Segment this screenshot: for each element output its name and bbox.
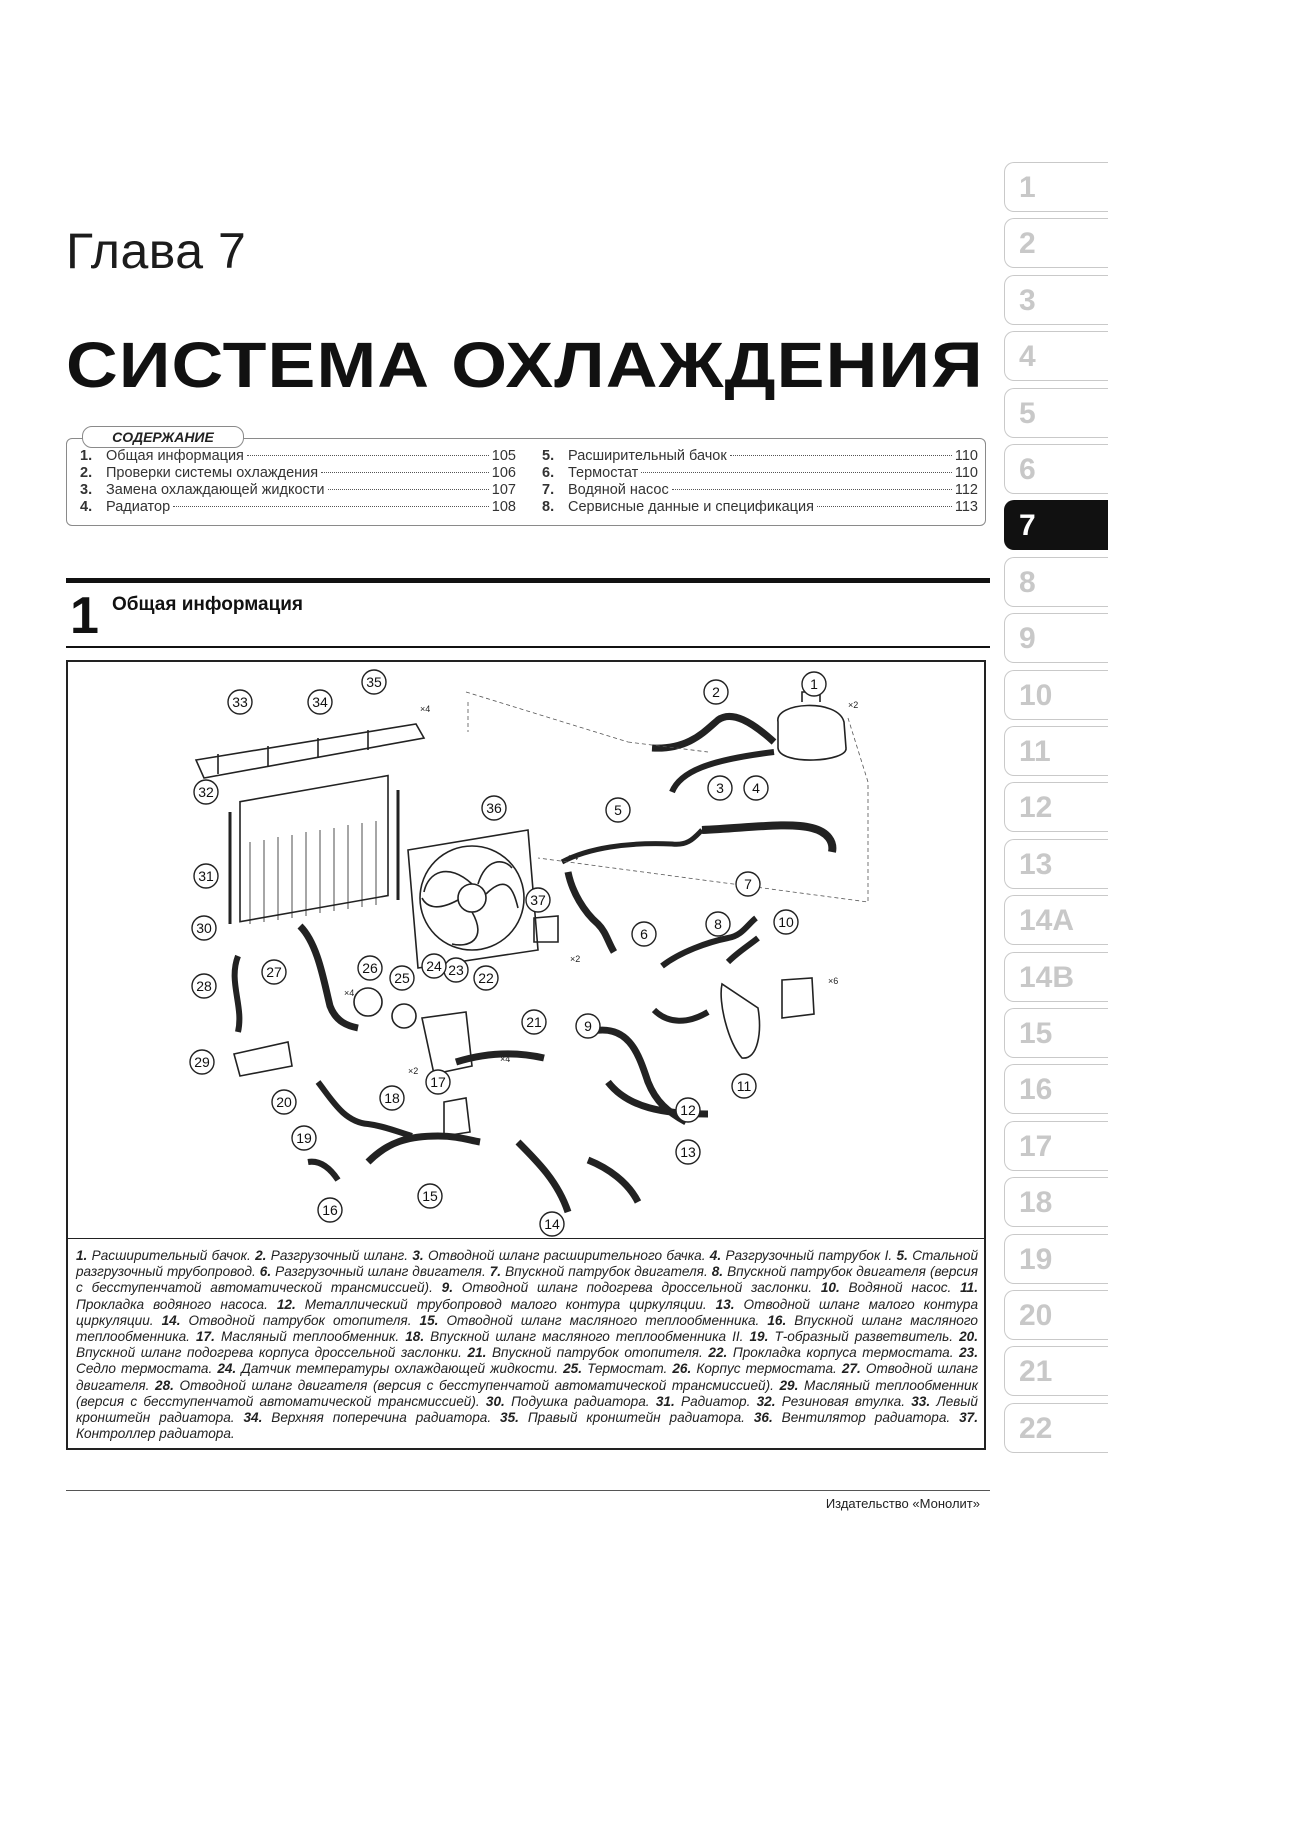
chapter-tab-20[interactable]: 20 [1004, 1290, 1108, 1340]
caption-item [412, 1248, 709, 1263]
caption-item [821, 1280, 960, 1295]
callout-28 [192, 974, 216, 998]
caption-item [196, 1329, 405, 1344]
toc-entry-title: Расширительный бачок [568, 448, 727, 464]
callout-label: 30 [196, 920, 212, 936]
callout-label: 10 [778, 914, 794, 930]
callout-32 [194, 780, 218, 804]
callout-label: 9 [584, 1018, 592, 1034]
callout-label: 32 [198, 784, 214, 800]
caption-item-number: 9. [441, 1280, 453, 1296]
toc-leader-dots [817, 506, 952, 507]
caption-item-text: Впускной шланг подогрева корпуса дроссельной заслонки. [76, 1345, 468, 1361]
toc-leader-dots [321, 472, 489, 473]
chapter-tab-9[interactable]: 9 [1004, 613, 1108, 663]
callout-label: 22 [478, 970, 494, 986]
caption-item-text: Резиновая втулка. [775, 1393, 912, 1409]
caption-item-number: 32. [756, 1393, 776, 1409]
callout-label: 23 [448, 962, 464, 978]
section-rule-bottom [66, 646, 990, 648]
toc-entry[interactable] [80, 448, 516, 465]
cooling-system-exploded-diagram [68, 662, 984, 1238]
figure-divider [68, 1238, 984, 1239]
callout-label: 29 [194, 1054, 210, 1070]
callout-7 [736, 872, 760, 896]
footer-rule [66, 1490, 990, 1491]
chapter-tab-6[interactable]: 6 [1004, 444, 1108, 494]
callout-8 [706, 912, 730, 936]
radiator-crossmember-drawing [196, 724, 424, 778]
caption-item-number: 29. [779, 1377, 799, 1393]
callout-label: 17 [430, 1074, 446, 1090]
caption-item [442, 1280, 821, 1295]
callout-label: 5 [614, 802, 622, 818]
caption-item-number: 36. [753, 1410, 773, 1426]
guide-lines [466, 692, 868, 902]
callout-label: 34 [312, 694, 328, 710]
callout-label: 12 [680, 1102, 696, 1118]
callout-label: 13 [680, 1144, 696, 1160]
caption-item-number: 17. [196, 1329, 215, 1345]
callout-label: 37 [530, 892, 546, 908]
toc-entry-number: 1. [80, 448, 93, 464]
callout-label: 31 [198, 868, 214, 884]
expansion-tank-drawing [778, 692, 846, 760]
callout-label: 25 [394, 970, 410, 986]
caption-item [563, 1361, 672, 1376]
callout-16 [318, 1198, 342, 1222]
chapter-tab-16[interactable]: 16 [1004, 1064, 1108, 1114]
caption-item-number: 34. [243, 1410, 263, 1426]
section-rule-top [66, 578, 990, 583]
caption-item [490, 1264, 712, 1279]
callouts-layer [190, 670, 826, 1236]
hoses-drawing [235, 716, 833, 1212]
caption-item-number: 21. [467, 1345, 487, 1361]
caption-item-number: 26. [672, 1361, 692, 1377]
caption-item-text: Впускной патрубок двигателя. [501, 1264, 712, 1280]
caption-item-number: 18. [405, 1329, 425, 1345]
section-number: 1 [70, 587, 99, 645]
caption-item-number: 7. [489, 1264, 502, 1280]
toc-leader-dots [247, 455, 489, 456]
chapter-tab-14b[interactable]: 14B [1004, 952, 1108, 1002]
fan-shroud-drawing [408, 830, 538, 968]
chapter-tab-8[interactable]: 8 [1004, 557, 1108, 607]
callout-4 [744, 776, 768, 800]
callout-17 [426, 1070, 450, 1094]
chapter-tab-7[interactable]: 7 [1004, 500, 1108, 550]
toc-leader-dots [672, 489, 952, 490]
callout-12 [676, 1098, 700, 1122]
callout-18 [380, 1086, 404, 1110]
caption-item-text: Седло термостата. [76, 1361, 218, 1377]
callout-label: 4 [752, 780, 760, 796]
callout-31 [194, 864, 218, 888]
caption-item-text: Разгрузочный патрубок I. [721, 1248, 897, 1263]
caption-item-number: 20. [959, 1329, 979, 1345]
caption-item [155, 1378, 779, 1393]
caption-item-text: Масляный теплообменник. [214, 1329, 406, 1345]
callout-label: 18 [384, 1090, 400, 1106]
callout-label: 7 [744, 876, 752, 892]
callout-21 [522, 1010, 546, 1034]
chapter-tab-19[interactable]: 19 [1004, 1234, 1108, 1284]
chapter-tab-17[interactable]: 17 [1004, 1121, 1108, 1171]
caption-item-text: Впускной патрубок двигателя (версия с бесступенчатой автоматической трансмиссией). [76, 1264, 979, 1296]
callout-26 [358, 956, 382, 980]
caption-item-text: Впускной шланг масляного теплообменника II. [424, 1329, 750, 1345]
section-title: Общая информация [112, 594, 304, 615]
caption-item-text: Датчик температуры охлаждающей жидкости. [236, 1361, 564, 1377]
caption-item-text: Прокладка водяного насоса. [76, 1296, 277, 1312]
caption-item-number: 6. [259, 1264, 272, 1280]
caption-item-number: 33. [911, 1393, 931, 1409]
callout-label: 36 [486, 800, 502, 816]
toc-entry-number: 6. [542, 465, 555, 481]
fastener-mark: ×4 [500, 1054, 511, 1064]
callout-22 [474, 966, 498, 990]
caption-item [255, 1248, 412, 1263]
caption-item-number: 35. [500, 1410, 519, 1426]
callout-label: 21 [526, 1014, 542, 1030]
figure-caption [76, 1248, 978, 1442]
callout-20 [272, 1090, 296, 1114]
toc-entry-title: Термостат [568, 465, 639, 481]
caption-item-number: 30. [485, 1393, 505, 1409]
callout-37 [526, 888, 550, 912]
caption-item-text: Радиатор. [674, 1393, 757, 1409]
caption-item-text: Верхняя поперечина радиатора. [262, 1410, 501, 1426]
caption-item [162, 1313, 420, 1328]
caption-item [750, 1329, 960, 1344]
callout-label: 24 [426, 958, 442, 974]
caption-item-text: Разгрузочный шланг двигателя. [271, 1264, 490, 1280]
callout-label: 8 [714, 916, 722, 932]
caption-item-text: Водяной насос. [839, 1280, 961, 1296]
toc-entry-title: Замена охлаждающей жидкости [106, 482, 325, 498]
caption-item [405, 1329, 749, 1344]
publisher-footer: Издательство «Монолит» [825, 1496, 980, 1511]
caption-item [277, 1297, 716, 1312]
toc-entry-title: Общая информация [106, 448, 244, 464]
caption-item-text: Отводной шланг подогрева дроссельной заслонки. [453, 1280, 821, 1296]
toc-entry-page: 105 [491, 448, 516, 464]
caption-item [468, 1345, 709, 1360]
chapter-label: Глава 7 [66, 223, 247, 279]
caption-item-number: 25. [563, 1361, 583, 1377]
callout-6 [632, 922, 656, 946]
fastener-mark: ×4 [344, 988, 355, 998]
caption-item-number: 24. [217, 1361, 237, 1377]
caption-item-number: 2. [255, 1248, 267, 1263]
caption-item-number: 13. [715, 1296, 735, 1312]
toc-leader-dots [173, 506, 489, 507]
caption-item-text: Металлический трубопровод малого контура циркуляции. [295, 1296, 716, 1312]
callout-label: 35 [366, 674, 382, 690]
fastener-mark: ×2 [570, 954, 581, 964]
chapter-tab-5[interactable]: 5 [1004, 388, 1108, 438]
toc-entry-page: 110 [954, 465, 978, 481]
callout-24 [422, 954, 446, 978]
toc-entry-title: Сервисные данные и спецификация [568, 499, 814, 515]
fastener-mark: ×6 [828, 976, 839, 986]
chapter-tab-4[interactable]: 4 [1004, 331, 1108, 381]
callout-label: 28 [196, 978, 212, 994]
chapter-title: СИСТЕМА ОХЛАЖДЕНИЯ [66, 329, 984, 401]
caption-item-text: Расширительный бачок. [87, 1248, 256, 1263]
caption-item-text: Термостат. [582, 1361, 673, 1377]
chapter-tab-3[interactable]: 3 [1004, 275, 1108, 325]
toc-entry-number: 2. [80, 465, 93, 481]
caption-item-text: Вентилятор радиатора. [772, 1410, 960, 1426]
toc-entry-page: 108 [491, 499, 516, 515]
toc-right-column [542, 448, 978, 516]
toc-entry[interactable] [80, 499, 516, 516]
callout-29 [190, 1050, 214, 1074]
callout-label: 19 [296, 1130, 312, 1146]
toc-heading: СОДЕРЖАНИЕ [82, 426, 244, 448]
fastener-mark: ×2 [848, 700, 859, 710]
toc-entry-number: 8. [542, 499, 555, 515]
caption-item-text: Впускной шланг масляного теплообменника. [76, 1312, 978, 1345]
callout-23 [444, 958, 468, 982]
callout-14 [540, 1212, 564, 1236]
toc-entry[interactable] [542, 482, 978, 499]
callout-label: 20 [276, 1094, 292, 1110]
callout-2 [704, 680, 728, 704]
toc-entry-number: 7. [542, 482, 555, 498]
callout-19 [292, 1126, 316, 1150]
toc-leader-dots [328, 489, 489, 490]
chapter-tab-18[interactable]: 18 [1004, 1177, 1108, 1227]
callout-label: 1 [810, 676, 818, 692]
toc-entry-page: 110 [954, 448, 978, 464]
caption-item [757, 1394, 912, 1409]
caption-item-text: Правый кронштейн радиатора. [518, 1410, 754, 1426]
caption-item-text: Впускной патрубок отопителя. [486, 1345, 709, 1361]
caption-item-number: 23. [959, 1345, 978, 1361]
caption-item-number: 14. [161, 1312, 181, 1328]
toc-entry[interactable] [542, 465, 978, 482]
callout-label: 14 [544, 1216, 560, 1232]
callout-35 [362, 670, 386, 694]
radiator-drawing [230, 776, 398, 924]
callout-33 [228, 690, 252, 714]
caption-item-number: 1. [76, 1248, 88, 1263]
callout-30 [192, 916, 216, 940]
caption-item-text: Отводной шланг малого контура циркуляции. [76, 1296, 979, 1328]
caption-item [656, 1394, 757, 1409]
caption-item-text: Отводной шланг расширительного бачка. [423, 1248, 710, 1263]
caption-item [260, 1264, 490, 1279]
caption-item-text: Отводной шланг двигателя (версия с бесступенчатой автоматической трансмиссией). [173, 1377, 780, 1393]
caption-item [754, 1410, 959, 1425]
caption-item-text: Контроллер радиатора. [76, 1426, 235, 1442]
callout-label: 3 [716, 780, 724, 796]
chapter-tab-12[interactable]: 12 [1004, 782, 1108, 832]
callout-label: 2 [712, 684, 720, 700]
callout-13 [676, 1140, 700, 1164]
caption-item-text: Отводной патрубок отопителя. [180, 1312, 420, 1328]
callout-34 [308, 690, 332, 714]
caption-item [243, 1410, 500, 1425]
caption-item-number: 28. [155, 1377, 174, 1393]
toc-entry-page: 107 [491, 482, 516, 498]
toc-entry-title: Проверки системы охлаждения [106, 465, 319, 481]
callout-5 [606, 798, 630, 822]
callout-10 [774, 910, 798, 934]
callout-3 [708, 776, 732, 800]
caption-item-text: Отводной шланг масляного теплообменника. [438, 1312, 768, 1328]
caption-item-number: 15. [419, 1312, 439, 1328]
toc-entry[interactable] [80, 465, 516, 482]
toc-entry-number: 4. [80, 499, 93, 515]
chapter-tab-11[interactable]: 11 [1004, 726, 1108, 776]
callout-label: 27 [266, 964, 282, 980]
caption-item-number: 16. [767, 1312, 787, 1328]
caption-item-text: Стальной разгрузочный трубопровод. [76, 1248, 978, 1280]
callout-9 [576, 1014, 600, 1038]
caption-item-number: 8. [711, 1264, 724, 1280]
caption-item-number: 10. [820, 1280, 840, 1296]
callout-label: 33 [232, 694, 248, 710]
callout-36 [482, 796, 506, 820]
caption-item [500, 1410, 754, 1425]
callout-11 [732, 1074, 756, 1098]
caption-item-number: 4. [709, 1248, 722, 1263]
callout-label: 16 [322, 1202, 338, 1218]
callout-1 [802, 672, 826, 696]
caption-item-number: 31. [655, 1393, 675, 1409]
toc-entry-number: 5. [542, 448, 555, 464]
caption-item-text: Отводной шланг двигателя. [76, 1361, 978, 1393]
caption-item [420, 1313, 768, 1328]
caption-item-text: Корпус термостата. [691, 1361, 842, 1377]
callout-label: 6 [640, 926, 648, 942]
caption-item-number: 3. [412, 1248, 424, 1263]
caption-item [217, 1361, 563, 1376]
toc-entry[interactable] [542, 448, 978, 465]
fastener-mark: ×2 [408, 1066, 419, 1076]
toc-entry-page: 113 [954, 499, 978, 515]
caption-item-text: Подушка радиатора. [504, 1393, 656, 1409]
callout-label: 15 [422, 1188, 438, 1204]
chapter-tab-10[interactable]: 10 [1004, 670, 1108, 720]
caption-item [708, 1345, 959, 1360]
toc-entry-title: Водяной насос [568, 482, 669, 498]
toc-left-column [80, 448, 516, 516]
chapter-tab-15[interactable]: 15 [1004, 1008, 1108, 1058]
fastener-mark: ×4 [420, 704, 431, 714]
toc-entry[interactable] [542, 499, 978, 516]
caption-item [76, 1248, 255, 1263]
toc-entry-number: 3. [80, 482, 93, 498]
caption-item [486, 1394, 656, 1409]
toc-entry[interactable] [80, 482, 516, 499]
caption-item-number: 19. [749, 1329, 769, 1345]
toc-entry-title: Радиатор [106, 499, 171, 515]
caption-item-number: 37. [959, 1410, 978, 1426]
caption-item-text: Левый кронштейн радиатора. [76, 1393, 978, 1426]
chapter-tab-1[interactable]: 1 [1004, 162, 1108, 212]
chapter-tab-2[interactable]: 2 [1004, 218, 1108, 268]
chapter-tab-13[interactable]: 13 [1004, 839, 1108, 889]
caption-item [672, 1361, 842, 1376]
chapter-tab-22[interactable]: 22 [1004, 1403, 1108, 1453]
caption-item-number: 12. [276, 1296, 296, 1312]
toc-leader-dots [730, 455, 952, 456]
callout-25 [390, 966, 414, 990]
chapter-tab-21[interactable]: 21 [1004, 1346, 1108, 1396]
callout-15 [418, 1184, 442, 1208]
caption-item-number: 5. [896, 1248, 908, 1263]
caption-item-number: 11. [960, 1280, 979, 1296]
caption-item-text: Прокладка корпуса термостата. [727, 1345, 960, 1361]
caption-item [710, 1248, 897, 1263]
toc-entry-page: 112 [954, 482, 978, 498]
fastener-mark: ×4 [568, 852, 579, 862]
callout-27 [262, 960, 286, 984]
caption-item-number: 27. [841, 1361, 861, 1377]
caption-item-text: Т-образный разветвитель. [768, 1329, 960, 1345]
chapter-tab-14a[interactable]: 14A [1004, 895, 1108, 945]
callout-label: 11 [736, 1078, 752, 1094]
callout-label: 26 [362, 960, 378, 976]
caption-item-text: Разгрузочный шланг. [266, 1248, 413, 1263]
caption-item-number: 22. [708, 1345, 728, 1361]
caption-item-text: Масляный теплообменник (версия с бесступенчатой автоматической трансмиссией). [76, 1377, 978, 1409]
toc-entry-page: 106 [491, 465, 516, 481]
toc-leader-dots [641, 472, 952, 473]
